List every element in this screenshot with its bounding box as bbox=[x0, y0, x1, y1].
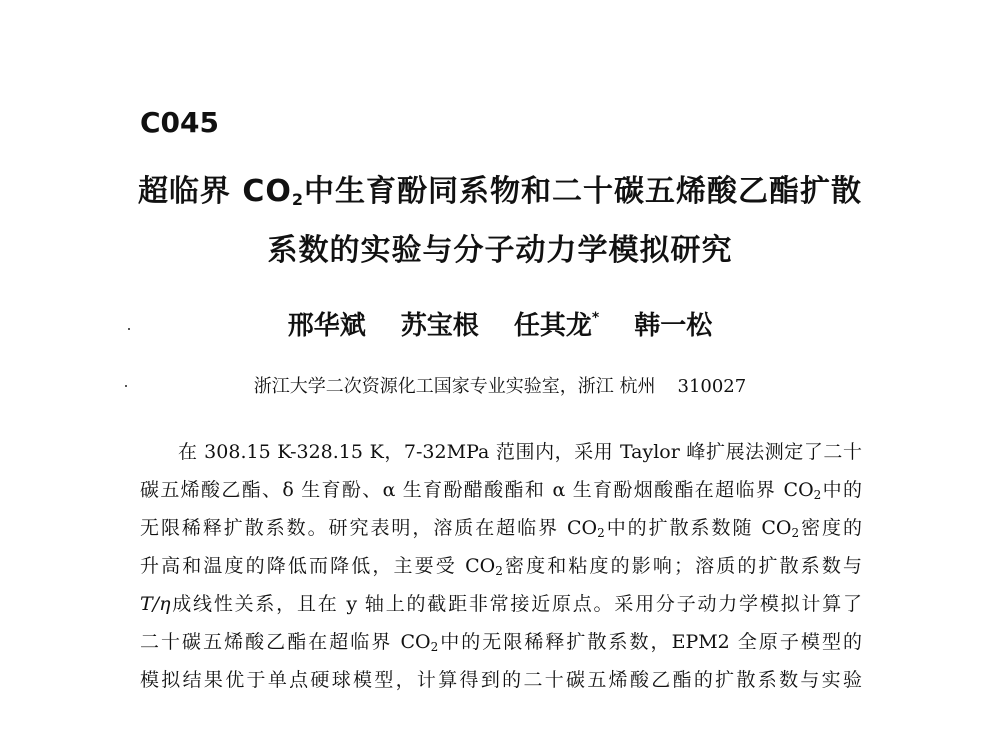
subscript: 2 bbox=[597, 526, 605, 540]
text-run: 模拟结果优于单点硬球模型，计算得到的二十碳五烯酸乙酯的扩散系数与实验 bbox=[140, 669, 862, 691]
abstract-line bbox=[140, 547, 862, 585]
author-1: 邢华斌 bbox=[287, 311, 366, 341]
subscript: 2 bbox=[791, 526, 800, 540]
affiliation-text: 浙江大学二次资源化工国家专业实验室，浙江 杭州 bbox=[253, 376, 656, 397]
text-run: 无限稀释扩散系数。研究表明，溶质在超临界 CO bbox=[140, 517, 598, 539]
text-run: 成线性关系，且在 y 轴上的截距非常接近原点。采用分子动力学模拟计算了 bbox=[170, 593, 862, 615]
postcode: 310027 bbox=[677, 376, 747, 397]
text-run: 中的无限稀释扩散系数，EPM2 全原子模型的 bbox=[438, 631, 862, 653]
corresponding-mark: * bbox=[591, 310, 600, 326]
subscript: 2 bbox=[495, 564, 503, 578]
formula-t-over-eta: T/η bbox=[140, 593, 171, 615]
author-3-name: 任其龙 bbox=[513, 311, 592, 341]
title-line-1 bbox=[0, 166, 1000, 210]
abstract-line bbox=[140, 471, 862, 509]
text-run: 升高和温度的降低而降低，主要受 CO bbox=[140, 555, 496, 577]
title-subscript: 2 bbox=[291, 190, 305, 209]
abstract-line bbox=[140, 509, 862, 547]
author-list bbox=[0, 305, 1000, 342]
title-part-1: 超临界 CO bbox=[137, 174, 292, 209]
author-3 bbox=[514, 311, 599, 341]
text-run: 二十碳五烯酸乙酯在超临界 CO bbox=[140, 631, 431, 653]
abstract-line bbox=[140, 661, 862, 699]
text-run: 中的扩散系数随 CO bbox=[604, 517, 792, 539]
abstract-line bbox=[140, 433, 862, 471]
subscript: 2 bbox=[813, 488, 822, 502]
document-code: C045 bbox=[140, 106, 219, 139]
title-line-2: 系数的实验与分子动力学模拟研究 bbox=[267, 233, 733, 268]
affiliation bbox=[0, 372, 1000, 398]
subscript: 2 bbox=[430, 640, 439, 654]
abstract bbox=[140, 433, 862, 699]
abstract-line bbox=[140, 623, 862, 661]
author-4: 韩一松 bbox=[634, 311, 713, 341]
abstract-line bbox=[140, 585, 862, 623]
text-run: 密度和粘度的影响；溶质的扩散系数与 bbox=[502, 555, 862, 577]
text-run: 在 308.15 K-328.15 K，7-32MPa 范围内，采用 Taylor 峰扩展法测定了二十 bbox=[178, 441, 862, 463]
author-2: 苏宝根 bbox=[400, 311, 479, 341]
text-run: 中的 bbox=[821, 479, 862, 501]
text-run: 碳五烯酸乙酯、δ 生育酚、α 生育酚醋酸酯和 α 生育酚烟酸酯在超临界 CO bbox=[140, 479, 814, 501]
title-part-2: 中生育酚同系物和二十碳五烯酸乙酯扩散 bbox=[304, 174, 863, 209]
text-run: 密度的 bbox=[799, 517, 862, 539]
